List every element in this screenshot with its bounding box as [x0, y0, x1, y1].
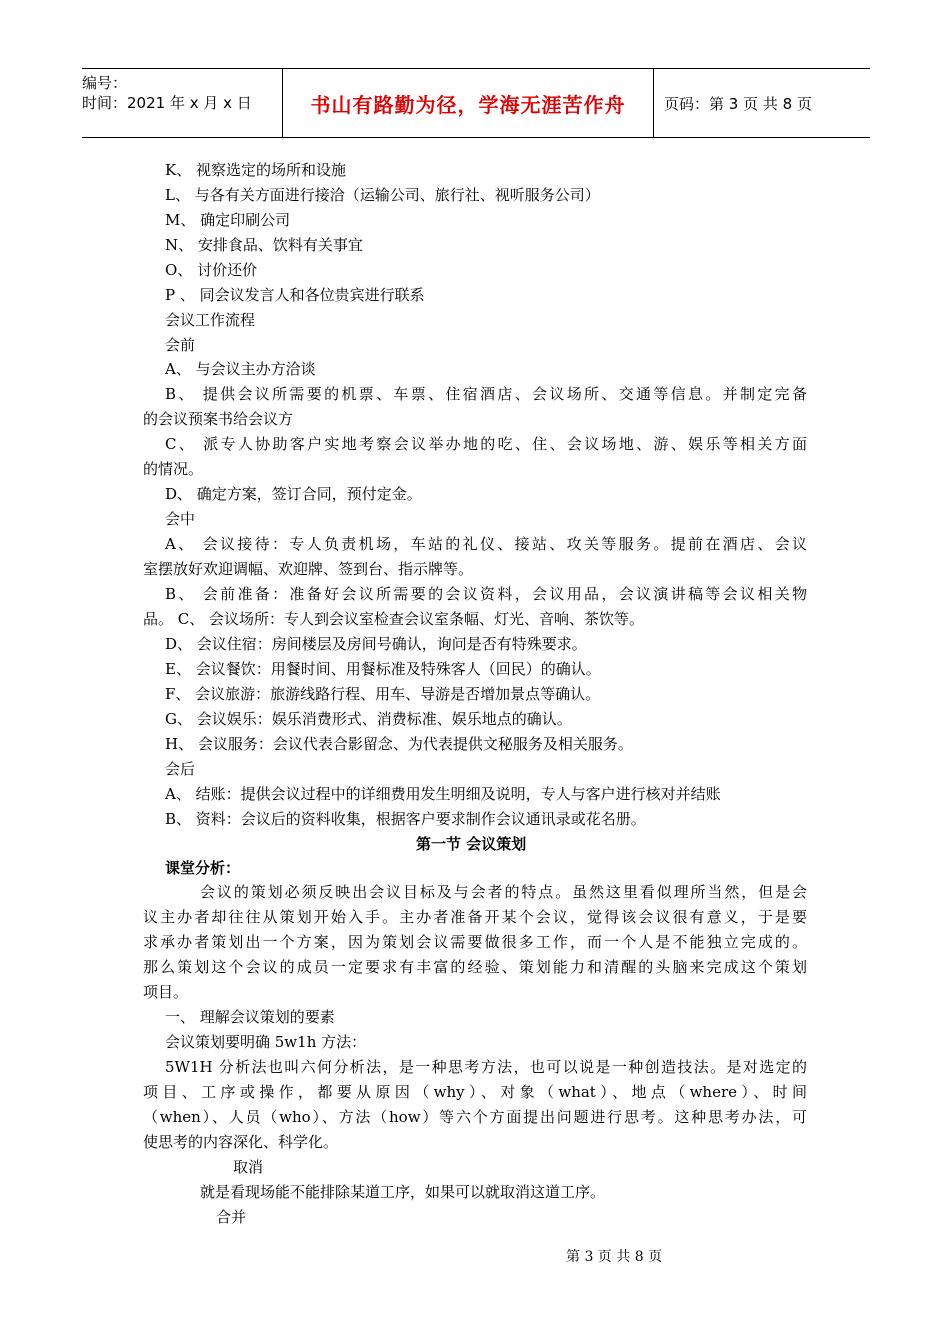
text-line: D、 会议住宿：房间楼层及房间号确认，询问是否有特殊要求。	[165, 635, 587, 653]
text-line: 会议策划要明确 5w1h 方法：	[165, 1033, 367, 1051]
text-line: K、 视察选定的场所和设施	[165, 161, 346, 179]
text-line: 的会议预案书给会议方	[143, 410, 294, 428]
text-line: L、 与各有关方面进行接洽（运输公司、旅行社、视听服务公司）	[165, 186, 600, 204]
subsection-title: 课堂分析：	[165, 859, 241, 877]
header-left-cell	[82, 69, 282, 137]
header-page-label: 页码：第 3 页 共 8 页	[664, 94, 812, 113]
text-line: B、 资料：会议后的资料收集，根据客户要求制作会议通讯录或花名册。	[165, 810, 646, 828]
section-heading: 会议工作流程	[165, 311, 256, 329]
section-heading: 会前	[165, 336, 196, 354]
text-line: F、 会议旅游：旅游线路行程、用车、导游是否增加景点等确认。	[165, 685, 601, 703]
section-heading: 会中	[165, 510, 196, 528]
section-title: 第一节 会议策划	[416, 835, 527, 853]
text-line: 品。 C、 会议场所：专人到会议室检查会议室条幅、灯光、音响、茶饮等。	[143, 610, 645, 628]
paragraph-line: 那么策划这个会议的成员一定要求有丰富的经验、策划能力和清醒的头脑来完成这个策划	[143, 958, 807, 976]
text-line: 的情况。	[143, 460, 204, 478]
paragraph-line: 求承办者策划出一个方案，因为策划会议需要做很多工作，而一个人是不能独立完成的。	[143, 933, 807, 951]
text-line: G、 会议娱乐：娱乐消费形式、消费标准、娱乐地点的确认。	[165, 710, 572, 728]
text-line: E、 会议餐饮：用餐时间、用餐标准及特殊客人（回民）的确认。	[165, 660, 601, 678]
paragraph-line: 会议的策划必须反映出会议目标及与会者的特点。虽然这里看似理所当然，但是会	[200, 883, 807, 901]
paragraph-line: 5W1H 分析法也叫六何分析法，是一种思考方法，也可以说是一种创造技法。是对选定的	[165, 1058, 807, 1076]
page-footer: 第 3 页 共 8 页	[566, 1249, 663, 1265]
paragraph-line: 项目。	[143, 983, 189, 1001]
text-line: D、 确定方案，签订合同，预付定金。	[165, 485, 422, 503]
text-line: M、 确定印刷公司	[165, 211, 291, 229]
text-line: H、 会议服务：会议代表合影留念、为代表提供文秘服务及相关服务。	[165, 735, 633, 753]
text-line: A、 结账：提供会议过程中的详细费用发生明细及说明，专人与客户进行核对并结账	[165, 785, 721, 803]
paragraph-line: 项目、工序或操作，都要从原因（why）、对象（what）、地点（where）、时间	[143, 1083, 807, 1101]
text-line: C、 派专人协助客户实地考察会议举办地的吃、住、会议场地、游、娱乐等相关方面	[165, 435, 807, 453]
text-line: A、 会议接待：专人负责机场，车站的礼仪、接站、攻关等服务。提前在酒店、会议	[165, 535, 807, 553]
text-line: 就是看现场能不能排除某道工序，如果可以就取消这道工序。	[200, 1183, 606, 1201]
section-heading: 取消	[233, 1158, 264, 1176]
text-line: N、 安排食品、饮料有关事宜	[165, 236, 363, 254]
document-date-label: 时间：2021 年 x 月 x 日	[82, 94, 252, 112]
document-number-label: 编号：	[82, 74, 128, 92]
text-line: 一、 理解会议策划的要素	[165, 1008, 335, 1026]
text-line: B、 会前准备：准备好会议所需要的会议资料，会议用品，会议演讲稿等会议相关物	[165, 585, 807, 603]
text-line: A、 与会议主办方洽谈	[165, 360, 316, 378]
text-line: 室摆放好欢迎调幅、欢迎牌、签到台、指示牌等。	[143, 560, 474, 578]
text-line: B、 提供会议所需要的机票、车票、住宿酒店、会议场所、交通等信息。并制定完备	[165, 385, 807, 403]
text-line: P 、 同会议发言人和各位贵宾进行联系	[165, 286, 425, 304]
paragraph-line: 使思考的内容深化、科学化。	[143, 1133, 339, 1151]
text-line: O、 讨价还价	[165, 261, 258, 279]
page-header	[82, 68, 870, 138]
paragraph-line: （when）、人员（who）、方法（how）等六个方面提出问题进行思考。这种思考办法，可	[143, 1108, 807, 1126]
header-motto: 书山有路勤为径，学海无涯苦作舟	[282, 69, 654, 137]
section-heading: 合并	[216, 1208, 247, 1226]
paragraph-line: 议主办者却往往从策划开始入手。主办者准备开某个会议，觉得该会议很有意义，于是要	[143, 908, 807, 926]
section-heading: 会后	[165, 760, 196, 778]
